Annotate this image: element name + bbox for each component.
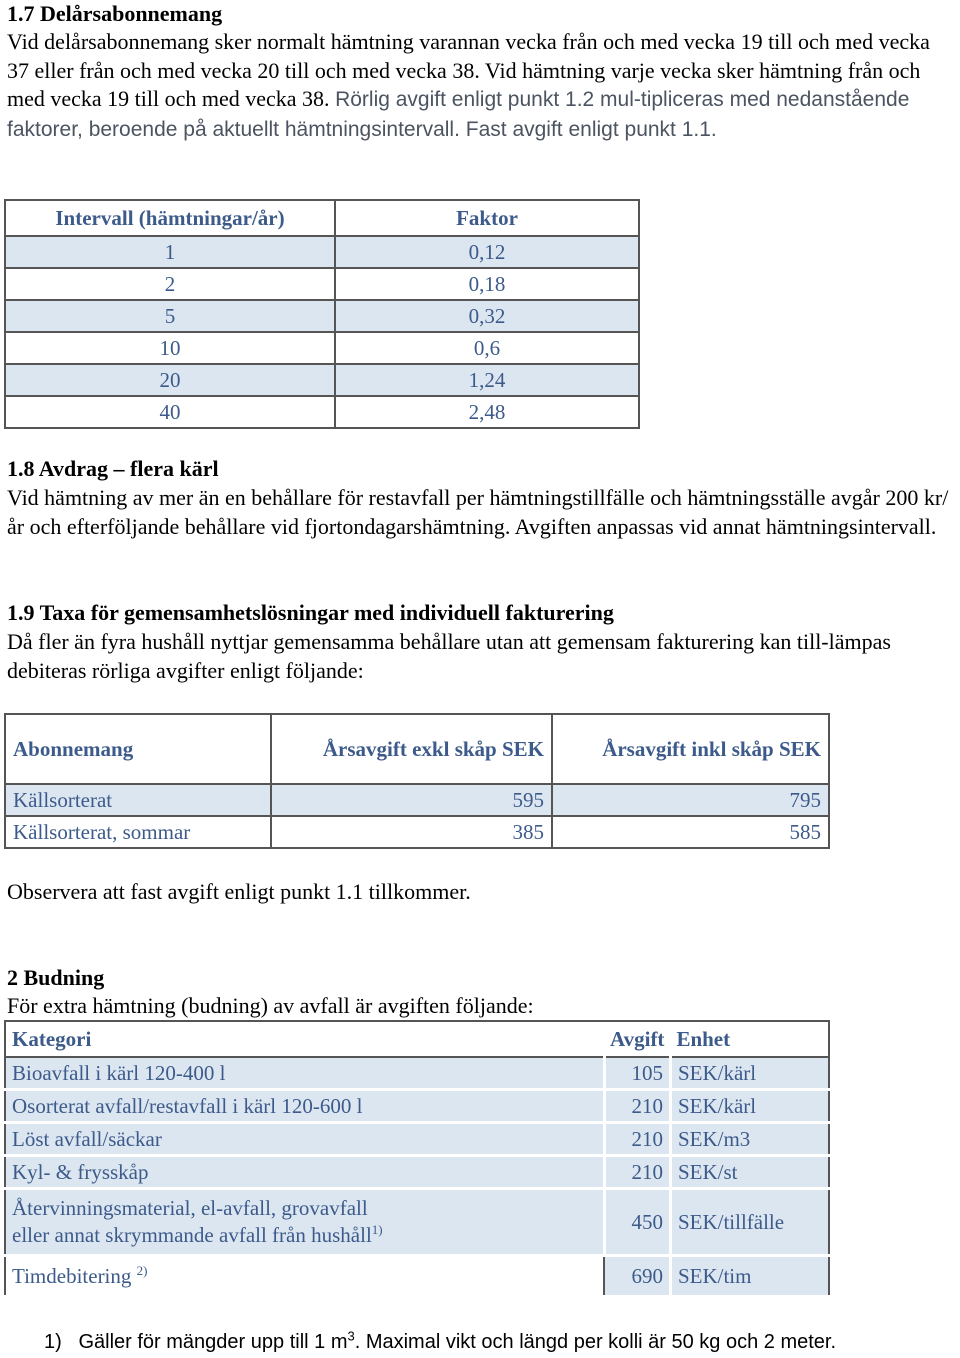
paragraph-2: För extra hämtning (budning) av avfall är avgiften följande: bbox=[7, 993, 534, 1018]
header-fee-excl: Årsavgift exkl skåp SEK bbox=[271, 714, 552, 784]
footnote-number: 1) bbox=[44, 1331, 62, 1353]
enhet-cell: SEK/m3 bbox=[670, 1123, 829, 1156]
kategori-line-2: eller annat skrymmande avfall från hushåll bbox=[12, 1223, 372, 1247]
table-row bbox=[5, 1123, 829, 1156]
budning-fee-table bbox=[4, 1020, 830, 1298]
kategori-cell: Löst avfall/säckar bbox=[5, 1123, 604, 1156]
header-fee-incl: Årsavgift inkl skåp SEK bbox=[552, 714, 829, 784]
table-row bbox=[5, 300, 639, 332]
kategori-cell bbox=[5, 1256, 604, 1297]
factor-cell: 0,32 bbox=[335, 300, 639, 332]
table-row bbox=[5, 396, 639, 428]
footnote-ref-1: 1) bbox=[371, 1222, 383, 1237]
enhet-cell: SEK/kärl bbox=[670, 1057, 829, 1090]
table-row bbox=[5, 784, 829, 816]
heading-1-7: 1.7 Delårsabonnemang bbox=[7, 1, 223, 26]
factor-cell: 0,12 bbox=[335, 236, 639, 268]
kategori-cell bbox=[5, 1189, 604, 1256]
kategori-text: Timdebitering bbox=[12, 1263, 132, 1288]
note-1-9: Observera att fast avgift enligt punkt 1.1 tillkommer. bbox=[7, 879, 471, 904]
fee-incl-cell: 795 bbox=[552, 784, 829, 816]
table-row bbox=[5, 816, 829, 848]
avgift-cell: 690 bbox=[604, 1256, 670, 1297]
interval-cell: 1 bbox=[5, 236, 335, 268]
kategori-line-1: Återvinningsmaterial, el-avfall, grovavfall bbox=[12, 1196, 368, 1220]
kategori-cell: Kyl- & frysskåp bbox=[5, 1156, 604, 1189]
footnote-sup: 3 bbox=[347, 1328, 355, 1344]
enhet-cell: SEK/st bbox=[670, 1156, 829, 1189]
avgift-cell: 210 bbox=[604, 1123, 670, 1156]
interval-cell: 2 bbox=[5, 268, 335, 300]
table-row bbox=[5, 1090, 829, 1123]
factor-cell: 2,48 bbox=[335, 396, 639, 428]
kategori-cell: Bioavfall i kärl 120-400 l bbox=[5, 1057, 604, 1090]
footnote-ref-2: 2) bbox=[136, 1262, 148, 1278]
fee-incl-cell: 585 bbox=[552, 816, 829, 848]
interval-cell: 5 bbox=[5, 300, 335, 332]
factor-cell: 0,6 bbox=[335, 332, 639, 364]
header-avgift: Avgift bbox=[604, 1021, 670, 1057]
header-enhet: Enhet bbox=[670, 1021, 829, 1057]
table-row bbox=[5, 364, 639, 396]
paragraph-1-7 bbox=[7, 28, 952, 144]
enhet-cell: SEK/tillfälle bbox=[670, 1189, 829, 1256]
subscription-fee-table bbox=[4, 713, 830, 849]
table-row bbox=[5, 236, 639, 268]
table-row bbox=[5, 1156, 829, 1189]
kategori-cell: Osorterat avfall/restavfall i kärl 120-600 l bbox=[5, 1090, 604, 1123]
table-row bbox=[5, 1189, 829, 1256]
footnote bbox=[44, 1328, 837, 1354]
enhet-cell: SEK/kärl bbox=[670, 1090, 829, 1123]
table-row bbox=[5, 268, 639, 300]
avgift-cell: 210 bbox=[604, 1156, 670, 1189]
abonnemang-cell: Källsorterat bbox=[5, 784, 271, 816]
interval-cell: 20 bbox=[5, 364, 335, 396]
avgift-cell: 105 bbox=[604, 1057, 670, 1090]
paragraph-1-7-text: Vid delårsabonnemang sker normalt hämtning varannan vecka från och med vecka 19 till och med vecka 37 eller från och med vecka 20 till och med vecka 38. Vid hämtning varje vecka sker hämtning från och med vecka 19 till och med vecka 38. bbox=[7, 29, 930, 111]
paragraph-1-9: Då fler än fyra hushåll nyttjar gemensamma behållare utan att gemensam fakturering kan till-lämpas debiteras rörliga avgifter enligt följande: bbox=[7, 629, 891, 683]
fee-excl-cell: 385 bbox=[271, 816, 552, 848]
heading-1-9: 1.9 Taxa för gemensamhetslösningar med individuell fakturering bbox=[7, 600, 614, 625]
avgift-cell: 210 bbox=[604, 1090, 670, 1123]
table-row bbox=[5, 1057, 829, 1090]
header-interval: Intervall (hämtningar/år) bbox=[5, 200, 335, 236]
factor-cell: 1,24 bbox=[335, 364, 639, 396]
table-row bbox=[5, 1256, 829, 1297]
heading-2: 2 Budning bbox=[7, 965, 105, 990]
footnote-text-b: . Maximal vikt och längd per kolli är 50 kg och 2 meter. bbox=[354, 1331, 837, 1353]
interval-cell: 40 bbox=[5, 396, 335, 428]
factor-cell: 0,18 bbox=[335, 268, 639, 300]
abonnemang-cell: Källsorterat, sommar bbox=[5, 816, 271, 848]
interval-factor-table bbox=[4, 199, 640, 429]
footnote-text-a: Gäller för mängder upp till 1 m bbox=[78, 1331, 348, 1353]
avgift-cell: 450 bbox=[604, 1189, 670, 1256]
header-kategori: Kategori bbox=[5, 1021, 604, 1057]
heading-1-8: 1.8 Avdrag – flera kärl bbox=[7, 456, 219, 481]
header-factor: Faktor bbox=[335, 200, 639, 236]
paragraph-1-7-sans: Rörlig avgift enligt punkt 1.2 mul-tipliceras med nedanstående faktorer, beroende på aktuellt hämtningsintervall. Fast avgift enligt punkt 1.1. bbox=[7, 88, 910, 141]
fee-excl-cell: 595 bbox=[271, 784, 552, 816]
enhet-cell: SEK/tim bbox=[670, 1256, 829, 1297]
header-abonnemang: Abonnemang bbox=[5, 714, 271, 784]
table-row bbox=[5, 332, 639, 364]
paragraph-1-8: Vid hämtning av mer än en behållare för restavfall per hämtningstillfälle och hämtningsställe avgår 200 kr/år och efterföljande behållare vid fjortondagarshämtning. Avgiften anpassas vid annat hämtningsintervall. bbox=[7, 485, 949, 539]
interval-cell: 10 bbox=[5, 332, 335, 364]
